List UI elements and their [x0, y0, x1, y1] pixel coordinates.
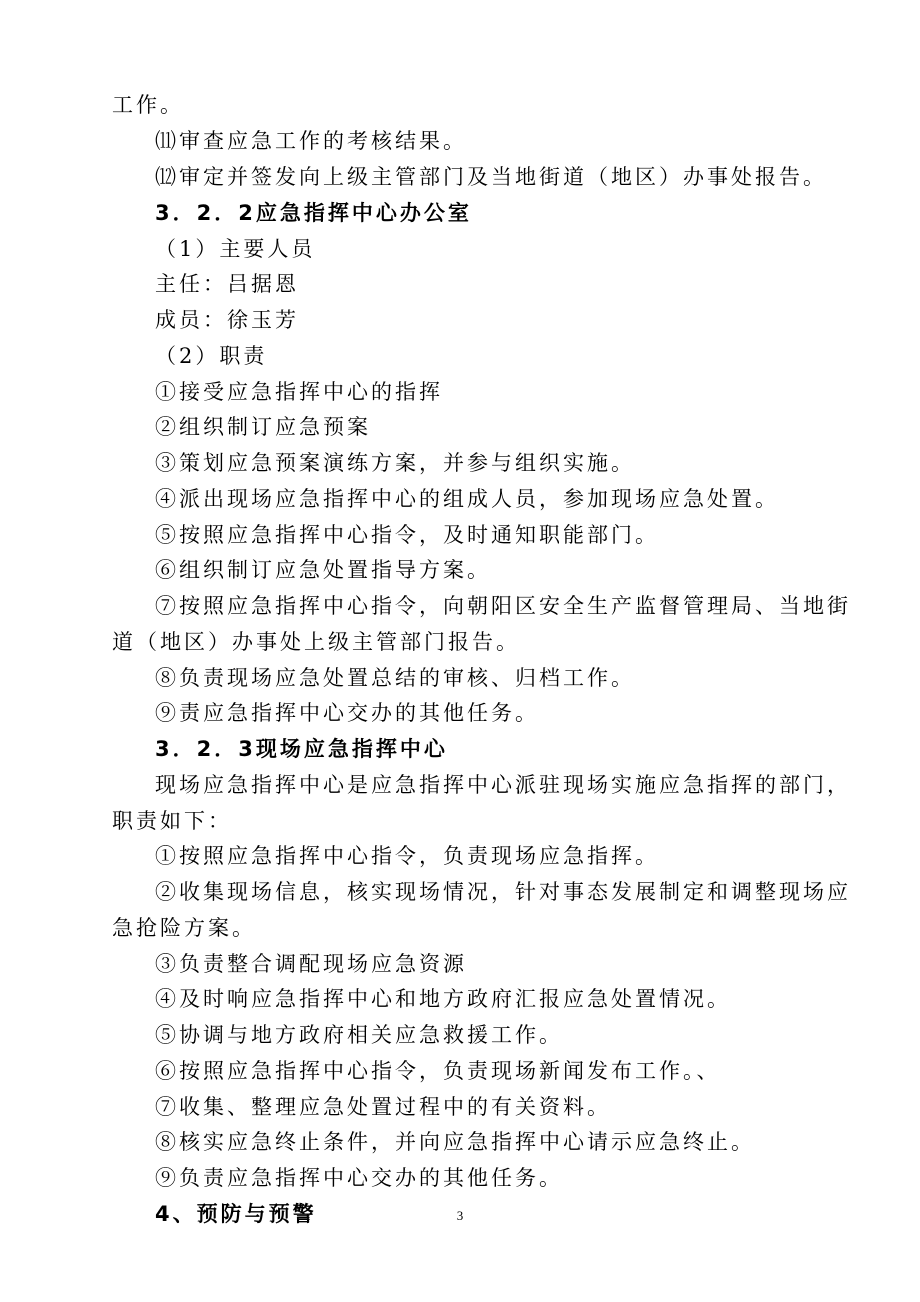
text-line: 道（地区）办事处上级主管部门报告。 [112, 630, 520, 654]
text-line: ④派出现场应急指挥中心的组成人员，参加现场应急处置。 [155, 487, 779, 511]
page-number: 3 [456, 1208, 464, 1223]
text-line: ③策划应急预案演练方案，并参与组织实施。 [155, 451, 635, 475]
text-line: ④及时响应急指挥中心和地方政府汇报应急处置情况。 [155, 987, 731, 1011]
section-heading: 3．2．2应急指挥中心办公室 [155, 201, 472, 225]
text-line: ⑿审定并签发向上级主管部门及当地街道（地区）办事处报告。 [155, 165, 827, 189]
text-line: ⑨责应急指挥中心交办的其他任务。 [155, 701, 539, 725]
text-line: ⑥组织制订应急处置指导方案。 [155, 558, 491, 582]
text-line: ⑾审查应急工作的考核结果。 [155, 129, 467, 153]
text-line: ⑧负责现场应急处置总结的审核、归档工作。 [155, 666, 635, 690]
text-line: ①接受应急指挥中心的指挥 [155, 380, 443, 404]
text-line: ⑧核实应急终止条件，并向应急指挥中心请示应急终止。 [155, 1130, 755, 1154]
text-line: ②收集现场信息，核实现场情况，针对事态发展制定和调整现场应 [155, 880, 851, 904]
text-line: 急抢险方案。 [112, 916, 256, 940]
text-line: ⑦按照应急指挥中心指令，向朝阳区安全生产监督管理局、当地街 [155, 594, 851, 618]
text-line: ⑤协调与地方政府相关应急救援工作。 [155, 1023, 563, 1047]
text-line: ⑥按照应急指挥中心指令，负责现场新闻发布工作。、 [155, 1059, 721, 1083]
text-line: ⑤按照应急指挥中心指令，及时通知职能部门。 [155, 523, 659, 547]
text-line: （1）主要人员 [155, 237, 316, 261]
text-line: 主任：吕据恩 [155, 272, 299, 296]
text-line: 工作。 [112, 93, 184, 117]
text-line: ⑦收集、整理应急处置过程中的有关资料。 [155, 1095, 611, 1119]
text-line: 现场应急指挥中心是应急指挥中心派驻现场实施应急指挥的部门， [155, 773, 851, 797]
text-line: ⑨负责应急指挥中心交办的其他任务。 [155, 1166, 563, 1190]
text-line: 职责如下： [112, 809, 232, 833]
text-line: （2）职责 [155, 344, 268, 368]
section-heading: 3．2．3现场应急指挥中心 [155, 737, 448, 761]
text-line: ①按照应急指挥中心指令，负责现场应急指挥。 [155, 844, 659, 868]
section-heading: 4、预防与预警 [155, 1202, 317, 1226]
text-line: ③负责整合调配现场应急资源 [155, 952, 467, 976]
text-line: ②组织制订应急预案 [155, 415, 371, 439]
text-line: 成员：徐玉芳 [155, 308, 299, 332]
